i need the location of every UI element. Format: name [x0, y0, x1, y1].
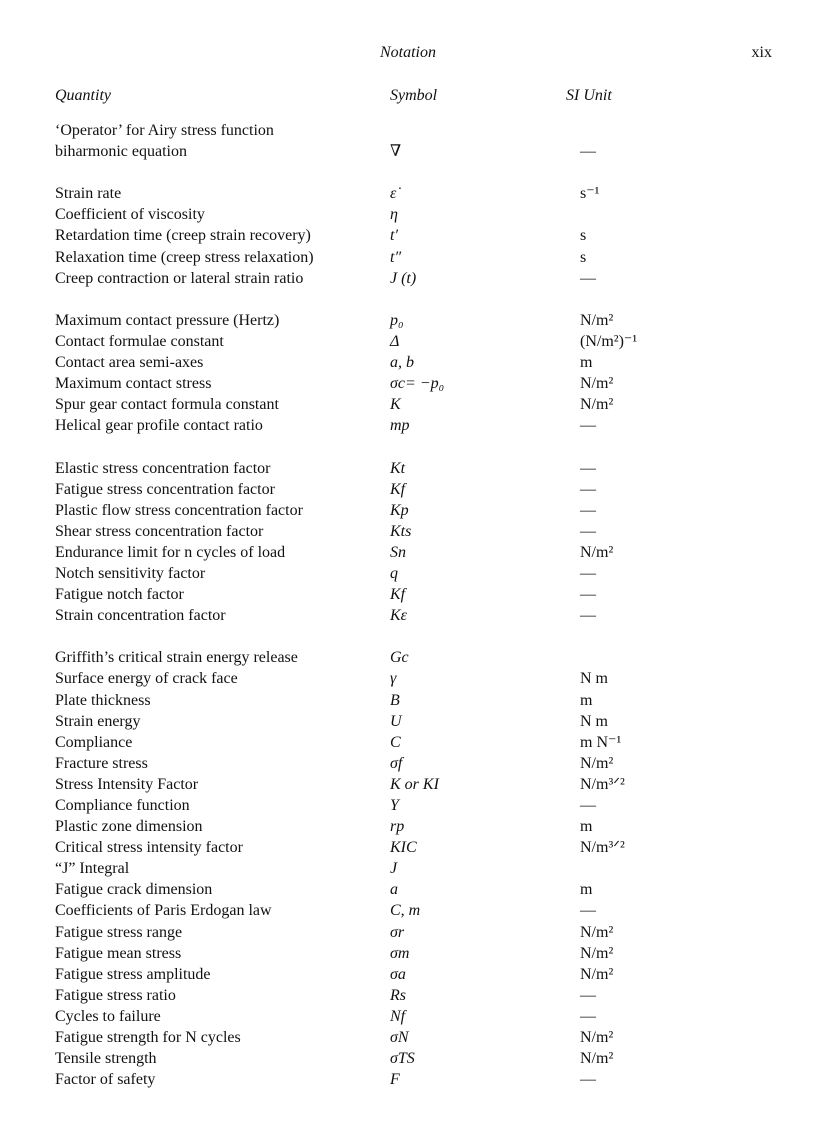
symbol-cell: t″ — [390, 248, 402, 266]
unit-cell: — — [580, 986, 596, 1004]
quantity-cell: Griffith’s critical strain energy release — [55, 649, 298, 667]
notation-row — [0, 1027, 816, 1048]
quantity-cell: Tensile strength — [55, 1050, 157, 1068]
unit-cell: s — [580, 227, 587, 245]
unit-cell: — — [580, 480, 596, 498]
unit-cell: — — [580, 501, 596, 519]
symbol-cell: K — [390, 396, 401, 414]
quantity-cell: Compliance function — [55, 797, 190, 814]
notation-row — [0, 458, 816, 479]
notation-row — [0, 247, 816, 268]
quantity-cell: Elastic stress concentration factor — [55, 459, 271, 477]
quantity-cell: Fatigue stress ratio — [55, 986, 176, 1004]
symbol-cell: KIC — [390, 839, 417, 857]
symbol-cell: p₀ — [390, 311, 404, 329]
notation-row — [0, 837, 816, 858]
quantity-cell: Strain concentration factor — [55, 607, 226, 625]
symbol-cell: Gc — [390, 649, 409, 667]
unit-cell: — — [580, 522, 596, 540]
notation-row — [0, 732, 816, 753]
symbol-cell: Nf — [390, 1007, 406, 1025]
symbol-cell: σm — [390, 944, 410, 962]
quantity-cell: Cycles to failure — [55, 1007, 161, 1025]
unit-cell: — — [580, 269, 596, 287]
symbol-cell: σf — [390, 754, 403, 772]
notation-row — [0, 1048, 816, 1069]
unit-cell: m — [580, 354, 593, 372]
unit-cell: N/m² — [580, 923, 614, 941]
symbol-cell: Kf — [390, 480, 406, 498]
symbol-cell: Y — [390, 797, 399, 814]
quantity-cell: Creep contraction or lateral strain ratio — [55, 269, 304, 287]
notation-row — [0, 1006, 816, 1027]
notation-row — [0, 943, 816, 964]
notation-row — [0, 879, 816, 900]
quantity-cell: Fatigue stress concentration factor — [55, 480, 275, 498]
unit-cell: — — [580, 607, 596, 625]
unit-cell: N/m² — [580, 965, 614, 983]
notation-row — [0, 120, 816, 141]
symbol-cell: K or KI — [390, 775, 439, 793]
column-header-unit: SI Unit — [566, 87, 612, 104]
notation-row — [0, 985, 816, 1006]
quantity-cell: Retardation time (creep strain recovery) — [55, 227, 311, 245]
section-gap — [0, 162, 816, 183]
notation-row — [0, 394, 816, 415]
quantity-cell: Maximum contact pressure (Hertz) — [55, 311, 280, 329]
notation-row — [0, 711, 816, 732]
quantity-cell: Fatigue stress range — [55, 923, 183, 941]
unit-cell: N m — [580, 670, 608, 688]
symbol-cell: a, b — [390, 354, 414, 372]
unit-cell: — — [580, 586, 596, 604]
notation-row — [0, 542, 816, 563]
notation-row — [0, 922, 816, 943]
notation-row — [0, 774, 816, 795]
quantity-cell: Fatigue mean stress — [55, 944, 182, 962]
symbol-cell: mp — [390, 417, 410, 435]
unit-cell: N/m² — [580, 396, 614, 414]
notation-table — [0, 120, 816, 1090]
quantity-cell: Helical gear profile contact ratio — [55, 417, 263, 435]
unit-cell: N/m² — [580, 944, 614, 962]
unit-cell: N/m² — [580, 754, 614, 772]
unit-cell: N/m² — [580, 375, 614, 393]
unit-cell: N/m² — [580, 543, 614, 561]
column-header-quantity: Quantity — [55, 87, 111, 104]
symbol-cell: Rs — [390, 986, 406, 1004]
running-title: Notation — [379, 44, 436, 61]
quantity-cell: Strain rate — [55, 185, 122, 203]
quantity-cell: Stress Intensity Factor — [55, 775, 199, 793]
notation-row — [0, 141, 816, 162]
notation-row — [0, 204, 816, 225]
quantity-cell: Plastic zone dimension — [55, 818, 203, 836]
symbol-cell: B — [390, 691, 400, 709]
symbol-cell: C, m — [390, 902, 421, 920]
unit-cell: m — [580, 818, 593, 836]
notation-row — [0, 584, 816, 605]
section-gap — [0, 626, 816, 647]
symbol-cell: J — [390, 860, 398, 878]
unit-cell: N/m² — [580, 311, 614, 329]
page-number: xix — [751, 44, 772, 61]
symbol-cell: ∇ — [390, 143, 402, 161]
symbol-cell: ε̇ — [390, 185, 397, 203]
quantity-cell: Contact formulae constant — [55, 332, 224, 350]
quantity-cell: Contact area semi-axes — [55, 354, 204, 372]
quantity-cell: Compliance — [55, 733, 133, 751]
notation-row — [0, 352, 816, 373]
quantity-cell: Fracture stress — [55, 754, 148, 772]
notation-row — [0, 310, 816, 331]
notation-row — [0, 964, 816, 985]
quantity-cell: Spur gear contact formula constant — [55, 396, 279, 414]
unit-cell: m N⁻¹ — [580, 733, 622, 751]
symbol-cell: Kts — [390, 522, 412, 540]
quantity-cell: Plastic flow stress concentration factor — [55, 501, 303, 519]
quantity-cell: Shear stress concentration factor — [55, 522, 264, 540]
quantity-cell: Surface energy of crack face — [55, 670, 238, 688]
unit-cell: — — [580, 417, 596, 435]
symbol-cell: Kp — [390, 501, 409, 519]
unit-cell: N m — [580, 712, 608, 730]
unit-cell: — — [580, 1007, 596, 1025]
symbol-cell: Δ — [390, 332, 400, 350]
unit-cell: (N/m²)⁻¹ — [580, 332, 638, 350]
notation-row — [0, 500, 816, 521]
unit-cell: — — [580, 143, 596, 161]
unit-cell: s — [580, 248, 587, 266]
symbol-cell: a — [390, 881, 398, 899]
symbol-cell: σc= −p₀ — [390, 375, 445, 393]
quantity-cell: Critical stress intensity factor — [55, 839, 243, 857]
quantity-cell: biharmonic equation — [55, 143, 187, 161]
quantity-cell: ‘Operator’ for Airy stress function — [55, 122, 274, 139]
quantity-cell: “J” Integral — [55, 860, 130, 878]
unit-cell: — — [580, 1071, 596, 1089]
notation-row — [0, 647, 816, 668]
symbol-cell: C — [390, 733, 401, 751]
quantity-cell: Fatigue stress amplitude — [55, 965, 211, 983]
symbol-cell: rp — [390, 818, 405, 836]
notation-row — [0, 816, 816, 837]
symbol-cell: σTS — [390, 1050, 415, 1068]
unit-cell: s⁻¹ — [580, 185, 600, 203]
notation-row — [0, 268, 816, 289]
notation-row — [0, 795, 816, 816]
symbol-cell: q — [390, 564, 398, 582]
notation-row — [0, 415, 816, 436]
notation-row — [0, 858, 816, 879]
notation-row — [0, 521, 816, 542]
unit-cell: N/m² — [580, 1050, 614, 1068]
symbol-cell: σr — [390, 923, 405, 941]
symbol-cell: Kε — [390, 607, 407, 625]
unit-cell: — — [580, 459, 596, 477]
quantity-cell: Relaxation time (creep stress relaxation) — [55, 248, 314, 266]
notation-row — [0, 605, 816, 626]
unit-cell: N/m³ᐟ² — [580, 839, 625, 857]
column-headers — [0, 87, 816, 109]
quantity-cell: Factor of safety — [55, 1071, 156, 1089]
unit-cell: — — [580, 902, 596, 920]
notation-row — [0, 900, 816, 921]
notation-row — [0, 479, 816, 500]
unit-cell: — — [580, 564, 596, 582]
quantity-cell: Notch sensitivity factor — [55, 564, 206, 582]
symbol-cell: γ — [390, 670, 397, 688]
quantity-cell: Fatigue strength for N cycles — [55, 1029, 241, 1047]
unit-cell: — — [580, 797, 596, 814]
notation-row — [0, 331, 816, 352]
section-gap — [0, 436, 816, 457]
column-header-symbol: Symbol — [390, 87, 438, 104]
notation-row — [0, 225, 816, 246]
quantity-cell: Fatigue notch factor — [55, 586, 184, 604]
quantity-cell: Coefficient of viscosity — [55, 206, 205, 224]
section-gap — [0, 289, 816, 310]
unit-cell: N/m² — [580, 1029, 614, 1047]
symbol-cell: σN — [390, 1029, 409, 1047]
notation-row — [0, 1069, 816, 1090]
notation-row — [0, 563, 816, 584]
notation-row — [0, 183, 816, 204]
quantity-cell: Plate thickness — [55, 691, 151, 709]
quantity-cell: Strain energy — [55, 712, 141, 730]
notation-row — [0, 668, 816, 689]
notation-row — [0, 690, 816, 711]
unit-cell: N/m³ᐟ² — [580, 775, 625, 793]
symbol-cell: F — [390, 1071, 400, 1089]
symbol-cell: U — [390, 712, 402, 730]
quantity-cell: Fatigue crack dimension — [55, 881, 213, 899]
symbol-cell: Kf — [390, 586, 406, 604]
notation-row — [0, 373, 816, 394]
notation-row — [0, 753, 816, 774]
symbol-cell: η — [390, 206, 398, 224]
symbol-cell: Kt — [390, 459, 406, 477]
quantity-cell: Endurance limit for n cycles of load — [55, 543, 286, 561]
unit-cell: m — [580, 691, 593, 709]
symbol-cell: σa — [390, 965, 406, 983]
quantity-cell: Coefficients of Paris Erdogan law — [55, 902, 272, 920]
symbol-cell: J (t) — [390, 269, 417, 287]
symbol-cell: Sn — [390, 543, 406, 561]
unit-cell: m — [580, 881, 593, 899]
symbol-cell: t′ — [390, 227, 398, 245]
quantity-cell: Maximum contact stress — [55, 375, 212, 393]
